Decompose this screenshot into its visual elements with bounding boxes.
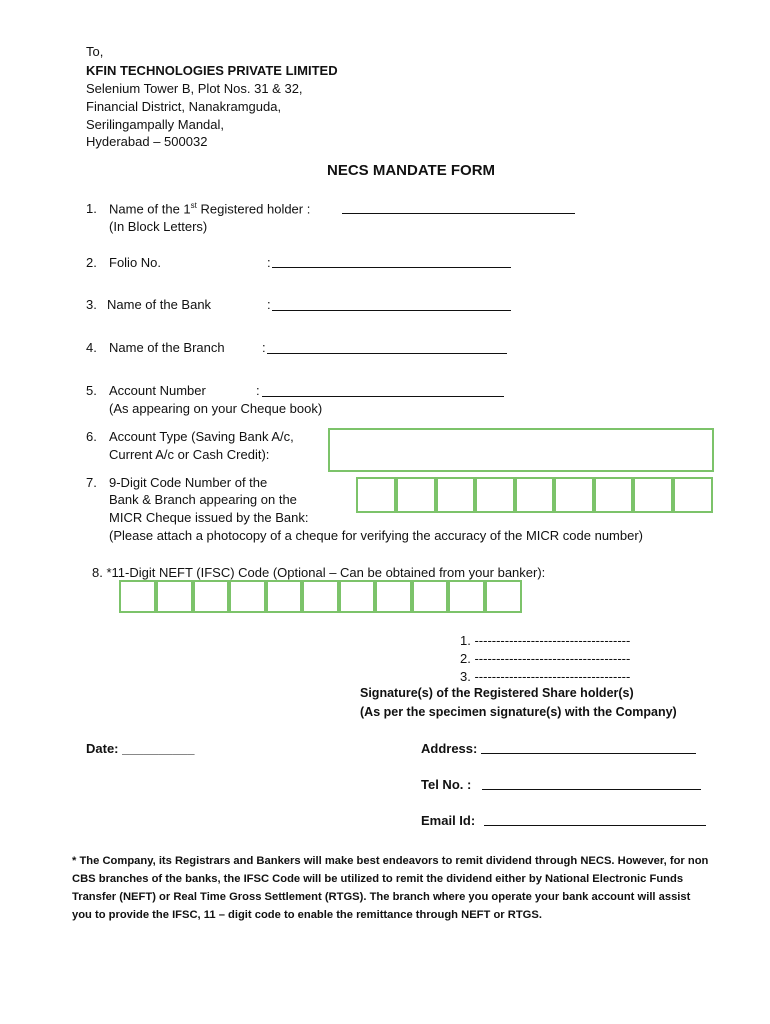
branch-name-input-line[interactable] — [267, 353, 507, 354]
ifsc-char-box[interactable] — [375, 580, 412, 613]
address-line-1: Selenium Tower B, Plot Nos. 31 & 32, — [86, 81, 303, 96]
micr-digit-box[interactable] — [554, 477, 594, 513]
micr-digit-box[interactable] — [475, 477, 515, 513]
address-line-3: Serilingampally Mandal, — [86, 117, 225, 132]
field-2-colon: : — [267, 255, 271, 270]
email-input-line[interactable] — [484, 825, 706, 826]
folio-input-line[interactable] — [272, 267, 511, 268]
ifsc-char-box[interactable] — [229, 580, 266, 613]
micr-digit-box[interactable] — [396, 477, 436, 513]
footnote: * The Company, its Registrars and Bankers will make best endeavors to remit dividend through NECS. However, for non CBS branches of the banks, the IFSC Code will be utilized to remit the dividend either by National Electronic Funds Transfer (NEFT) or Real Time Gross Settlement (RTGS). The branch where you operate your bank account will assist you to provide the IFSC, 11 – digit code to enable the remittance through NEFT or RTGS. — [72, 855, 709, 921]
form-title: NECS MANDATE FORM — [327, 162, 496, 179]
ifsc-char-box[interactable] — [448, 580, 485, 613]
micr-code-grid — [356, 477, 713, 513]
signature-caption-note: (As per the specimen signature(s) with the Company) — [360, 705, 677, 719]
field-4-colon: : — [262, 340, 266, 355]
micr-digit-box[interactable] — [594, 477, 633, 513]
field-3-number: 3. — [86, 297, 97, 312]
tel-input-line[interactable] — [482, 789, 701, 790]
field-5-colon: : — [256, 383, 260, 398]
field-8-label: 8. *11-Digit NEFT (IFSC) Code (Optional – Can be obtained from your banker): — [92, 565, 546, 580]
ifsc-char-box[interactable] — [119, 580, 156, 613]
field-7-label-c: MICR Cheque issued by the Bank: — [109, 510, 309, 525]
ifsc-char-box[interactable] — [193, 580, 229, 613]
field-5-sublabel: (As appearing on your Cheque book) — [109, 401, 323, 416]
address-label: Address: — [421, 741, 478, 756]
micr-digit-box[interactable] — [356, 477, 396, 513]
ifsc-char-box[interactable] — [339, 580, 375, 613]
ifsc-char-box[interactable] — [485, 580, 522, 613]
field-6-label-a: Account Type (Saving Bank A/c, — [109, 429, 294, 444]
micr-digit-box[interactable] — [436, 477, 475, 513]
account-type-box[interactable] — [328, 428, 714, 472]
field-1-sublabel: (In Block Letters) — [109, 219, 208, 234]
field-3-colon: : — [267, 297, 271, 312]
signature-line-1[interactable]: 1. ------------------------------------ — [460, 633, 631, 648]
date-field[interactable]: Date: __________ — [86, 741, 195, 756]
field-7-note: (Please attach a photocopy of a cheque for verifying the accuracy of the MICR code number) — [109, 528, 644, 543]
field-7-label-a: 9-Digit Code Number of the — [109, 475, 268, 490]
field-4-number: 4. — [86, 340, 97, 355]
field-5-label: Account Number — [109, 383, 206, 398]
field-7-number: 7. — [86, 475, 97, 490]
field-3-label: Name of the Bank — [107, 297, 212, 312]
company-name: KFIN TECHNOLOGIES PRIVATE LIMITED — [86, 63, 338, 78]
micr-digit-box[interactable] — [673, 477, 713, 513]
address-line-2: Financial District, Nanakramguda, — [86, 99, 282, 114]
ifsc-char-box[interactable] — [302, 580, 339, 613]
ifsc-char-box[interactable] — [412, 580, 448, 613]
field-6-label-b: Current A/c or Cash Credit): — [109, 447, 270, 462]
signature-line-2[interactable]: 2. ------------------------------------ — [460, 651, 631, 666]
to-line: To, — [86, 44, 104, 59]
field-1-label: Name of the 1st Registered holder : — [109, 201, 311, 217]
micr-digit-box[interactable] — [633, 477, 673, 513]
field-5-number: 5. — [86, 383, 97, 398]
field-1-number: 1. — [86, 201, 97, 216]
bank-name-input-line[interactable] — [272, 310, 511, 311]
micr-digit-box[interactable] — [515, 477, 554, 513]
tel-label: Tel No. : — [421, 777, 472, 792]
field-4-label: Name of the Branch — [109, 340, 225, 355]
signature-caption: Signature(s) of the Registered Share holder(s) — [360, 686, 634, 700]
address-line-4: Hyderabad – 500032 — [86, 134, 208, 149]
ifsc-char-box[interactable] — [156, 580, 193, 613]
field-2-label: Folio No. — [109, 255, 162, 270]
field-1-input-line[interactable] — [342, 213, 575, 214]
field-6-number: 6. — [86, 429, 97, 444]
account-number-input-line[interactable] — [262, 396, 504, 397]
signature-line-3[interactable]: 3. ------------------------------------ — [460, 669, 631, 684]
field-2-number: 2. — [86, 255, 97, 270]
field-7-label-b: Bank & Branch appearing on the — [109, 492, 297, 507]
ifsc-code-grid — [119, 580, 522, 613]
ifsc-char-box[interactable] — [266, 580, 302, 613]
email-label: Email Id: — [421, 813, 476, 828]
address-input-line[interactable] — [481, 753, 696, 754]
